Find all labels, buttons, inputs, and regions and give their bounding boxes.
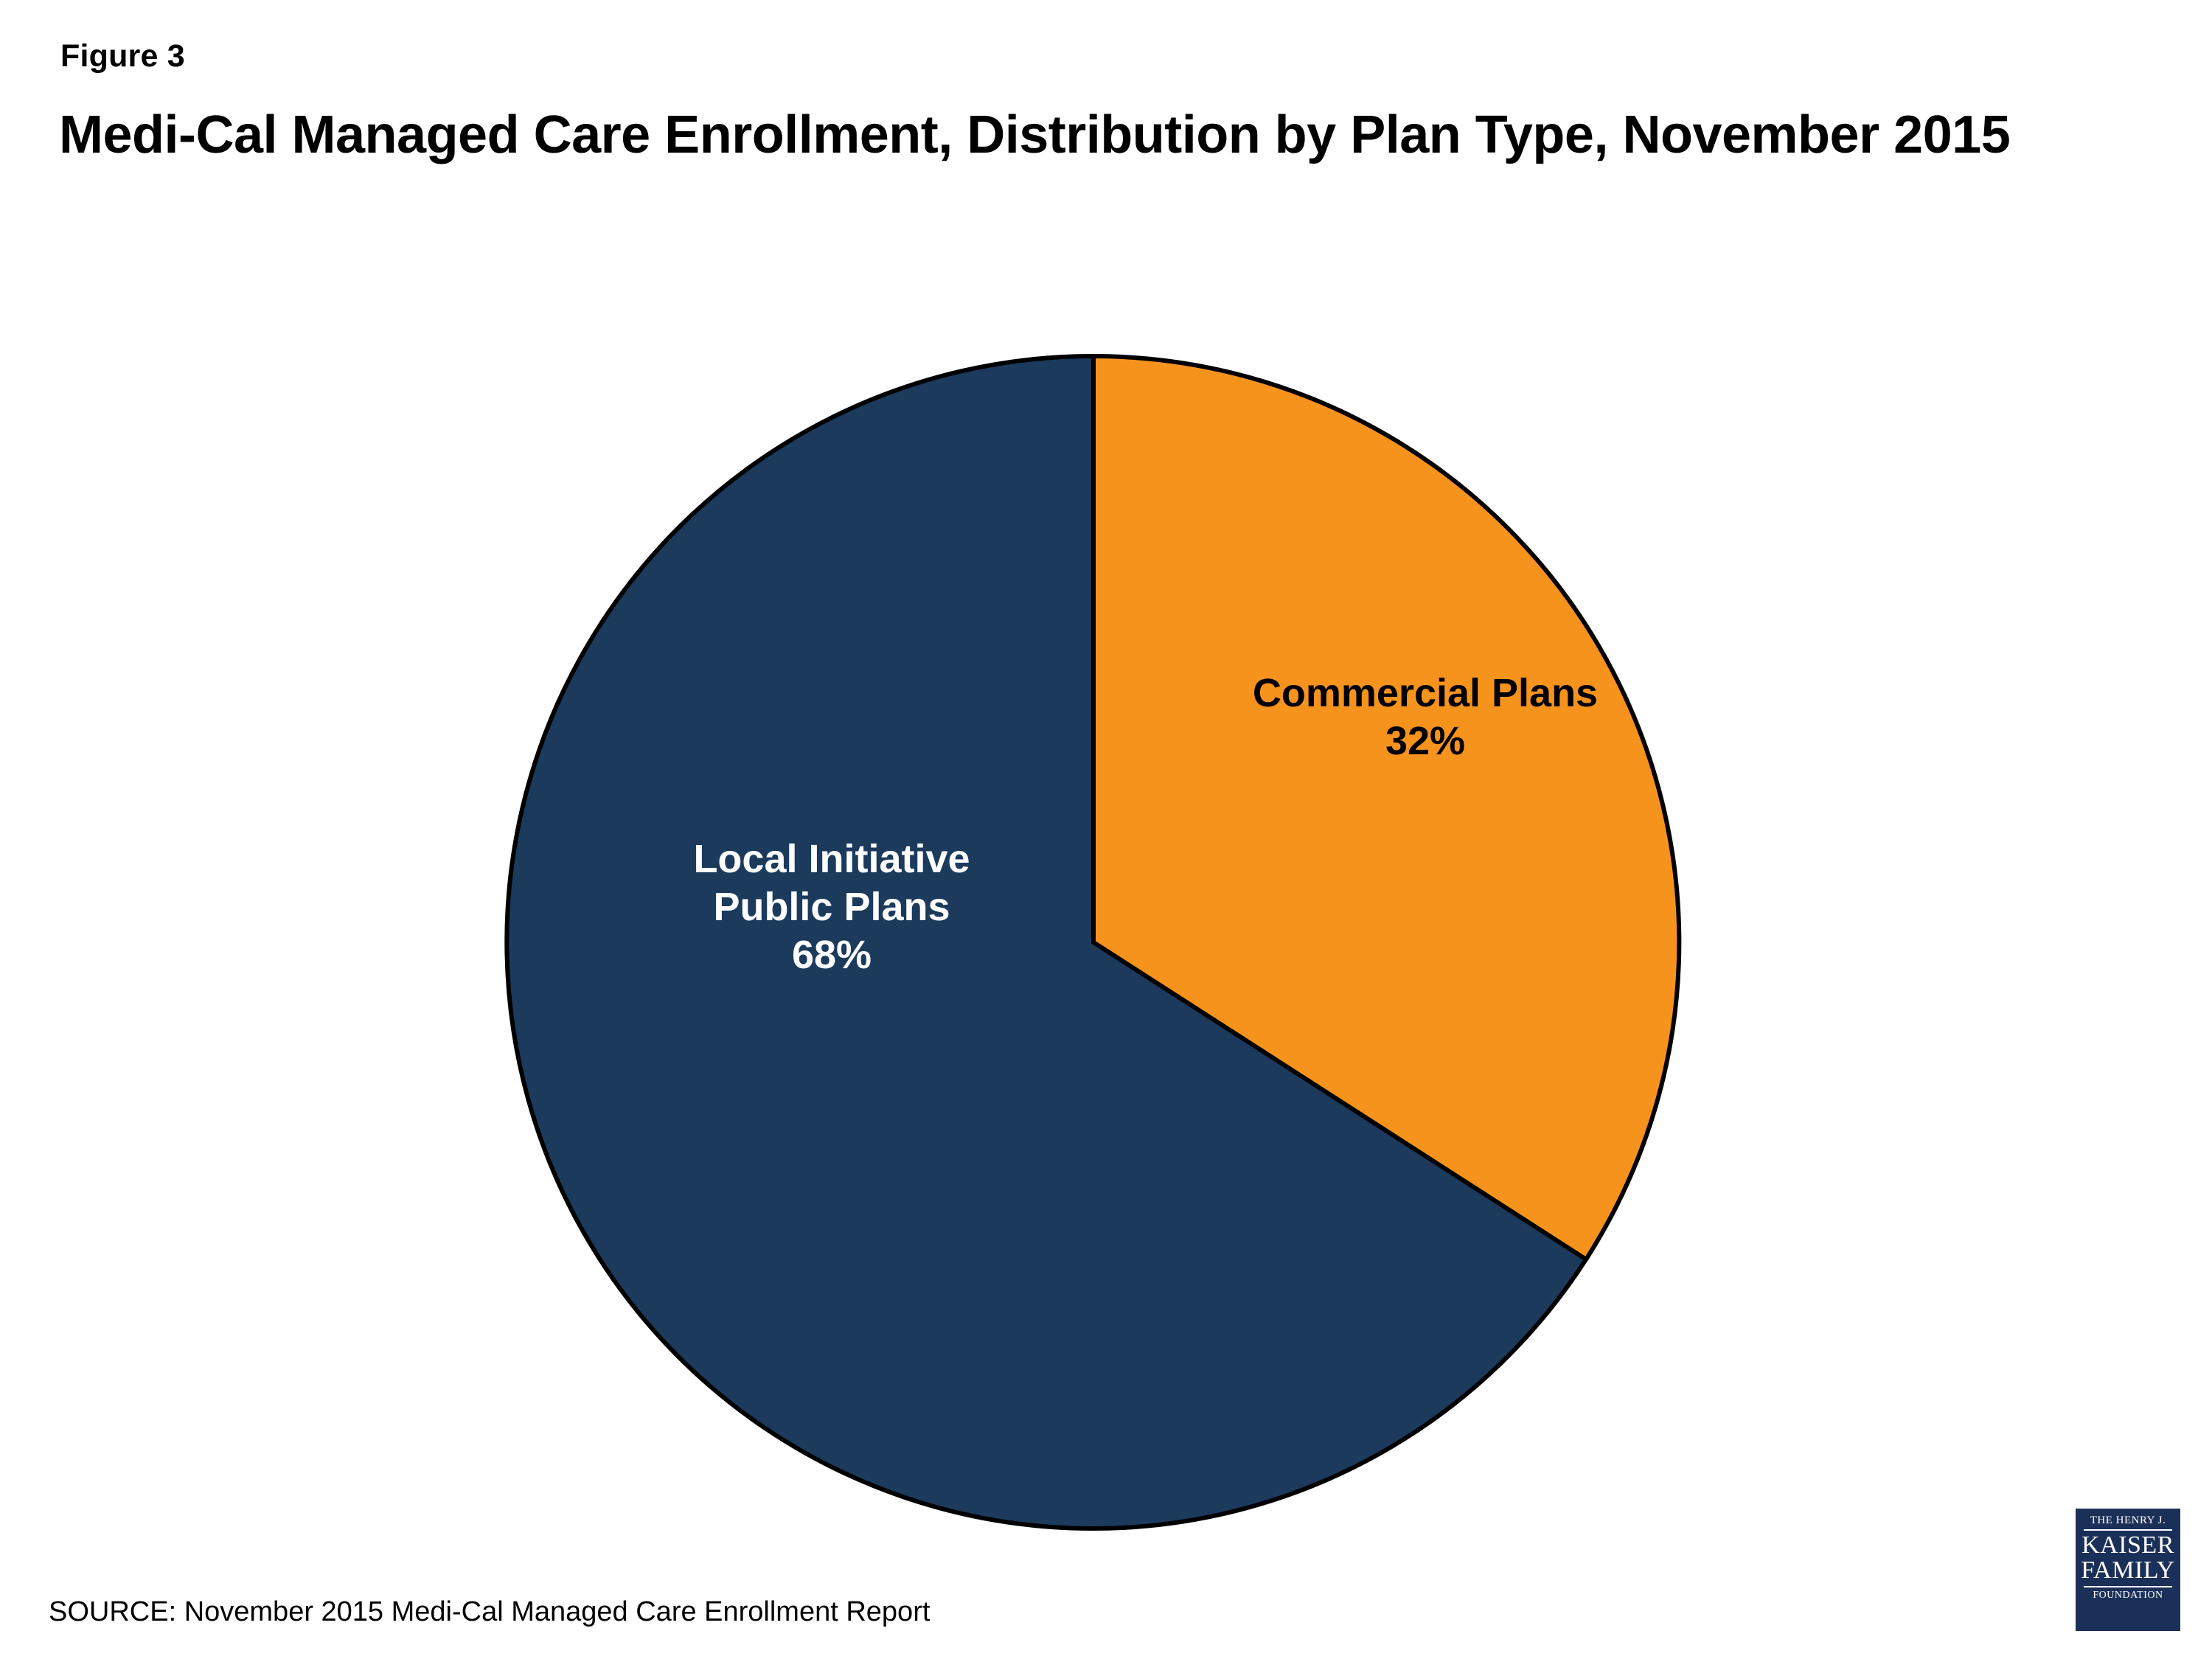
logo-line-4: FOUNDATION (2084, 1586, 2171, 1601)
source-note: SOURCE: November 2015 Medi-Cal Managed Care Enrollment Report (49, 1596, 931, 1627)
pie-label-local-name-line2: Public Plans (713, 884, 950, 929)
pie-label-commercial-value: 32% (1385, 718, 1466, 763)
pie-chart-svg (504, 352, 1683, 1532)
pie-chart (504, 352, 1683, 1532)
logo-line-2: KAISER (2081, 1531, 2174, 1559)
pie-label-commercial-name: Commercial Plans (1252, 671, 1599, 715)
kaiser-family-foundation-logo (2073, 1506, 2183, 1633)
logo-line-3: FAMILY (2081, 1557, 2175, 1584)
pie-label-local-name-line1: Local Initiative (693, 837, 970, 881)
logo-line-1: THE HENRY J. (2084, 1514, 2171, 1531)
figure-label: Figure 3 (60, 38, 185, 74)
page-title: Medi-Cal Managed Care Enrollment, Distribution by Plan Type, November 2015 (59, 105, 2011, 164)
pie-label-local-value: 68% (791, 932, 872, 977)
